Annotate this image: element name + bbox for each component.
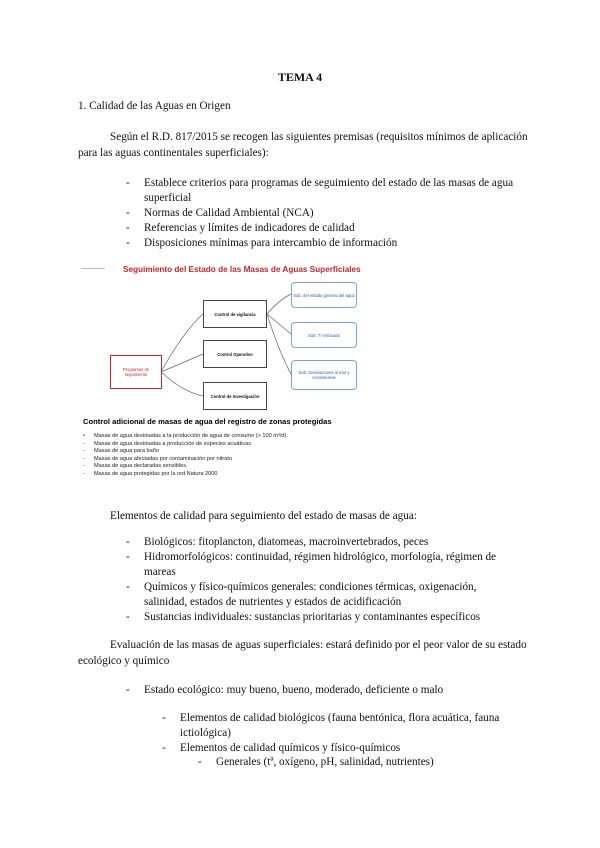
sub-enfocado-box: Sub. T/ enfocado	[291, 322, 357, 348]
list-item: - Generales (tª, oxígeno, pH, salinidad, nutrientes)	[198, 755, 518, 770]
list-item: - Disposiciones mínimas para intercambio de información	[126, 236, 526, 251]
list-item: - Químicos y físico-químicos generales: condiciones térmicas, oxigenación, salinidad, estados de nutrientes y estados de acidificación	[126, 580, 496, 610]
program-box: Programas de seguimiento	[110, 355, 162, 389]
list-item: - Masas de agua declaradas sensibles.	[83, 463, 383, 471]
vigilance-box: Control de vigilancia	[203, 300, 267, 328]
list-item: - Hidromorfológicos: continuidad, régimen hidrológico, morfología, régimen de mareas	[126, 550, 496, 580]
list-item: - Normas de Calidad Ambiental (NCA)	[126, 206, 526, 221]
list-item: - Masas de agua destinadas a producción de especies acuáticas	[83, 441, 383, 449]
eco-state-list	[126, 683, 526, 698]
premises-list	[126, 176, 526, 251]
investigation-box: Control de Investigación	[203, 382, 267, 410]
operative-box: Control Operativo	[203, 340, 267, 368]
list-item: - Elementos de calidad químicos y físico-químicos	[162, 741, 522, 756]
quality-elements-list	[126, 535, 496, 625]
list-item: - Masas de agua para baño	[83, 448, 383, 456]
list-item: - Masas de agua protegidas por la red Natura 2000	[83, 471, 383, 479]
figure-title: Seguimiento del Estado de las Masas de Aguas Superficiales	[123, 265, 361, 274]
sub-desviaciones-box: Sub. Desvíaciones al mar y ecosistemas	[291, 360, 357, 390]
list-item: - Masas de agua afectadas por contaminación por nitrato	[83, 456, 383, 464]
sub-general-box: Sub. del estado general del agua	[291, 282, 357, 308]
eco-sub-list	[162, 711, 522, 756]
quality-intro: Elementos de calidad para seguimiento del estado de masas de agua:	[110, 510, 417, 522]
list-item: - Biológicos: fitoplancton, diatomeas, macroinvertebrados, peces	[126, 535, 496, 550]
list-item: - Estado ecológico: muy bueno, bueno, moderado, deficiente o malo	[126, 683, 526, 698]
evaluation-paragraph: Evaluación de las masas de aguas superficiales: estará definido por el peor valor de su estado ecológico y químico	[78, 639, 527, 667]
list-item: - Elementos de calidad biológicos (fauna bentónica, flora acuática, fauna ictiológica)	[162, 711, 522, 741]
list-item: - Referencias y límites de indicadores de calidad	[126, 221, 526, 236]
list-item: - Sustancias individuales: sustancias prioritarias y contaminantes específicos	[126, 610, 496, 625]
list-item: - Establece criterios para programas de seguimiento del estado de las masas de agua superficial	[126, 176, 526, 206]
list-item: • Masas de agua destinadas a la producción de agua de consumo (> 100 m³/d).	[83, 433, 383, 441]
eco-subsub-list	[198, 755, 518, 770]
monitoring-diagram	[75, 262, 395, 492]
section-heading: 1. Calidad de las Aguas en Origen	[78, 100, 231, 112]
figure-subtitle: Control adicional de masas de agua del registro de zonas protegidas	[83, 417, 332, 426]
document-title: TEMA 4	[277, 70, 323, 84]
protected-zones-list	[83, 433, 383, 479]
intro-paragraph: Según el R.D. 817/2015 se recogen las siguientes premisas (requisitos mínimos de aplicación para las aguas continentales superficiales):	[78, 131, 528, 159]
